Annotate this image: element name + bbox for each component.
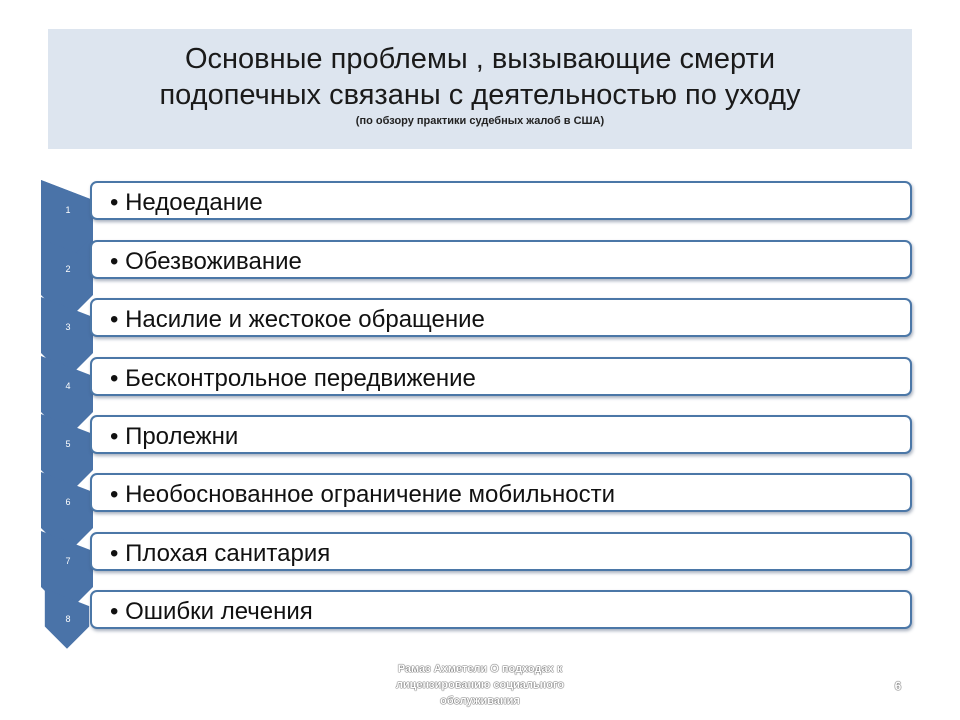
item-label: • Плохая санитария — [110, 540, 331, 567]
item-bar — [90, 590, 912, 629]
chevron-arrow-icon — [41, 589, 93, 659]
item-bar — [90, 473, 912, 512]
list-item — [0, 239, 960, 297]
list-item — [0, 414, 960, 472]
slide-title-line-2: подопечных связаны с деятельностью по уходу — [159, 79, 801, 111]
item-number: 1 — [65, 205, 71, 215]
list-item — [0, 589, 960, 647]
item-bar — [90, 415, 912, 454]
item-label: • Обезвоживание — [110, 248, 302, 275]
footer-line: лицензированию социального — [395, 679, 565, 691]
item-bar — [90, 298, 912, 337]
item-number: 2 — [65, 264, 71, 274]
item-number: 8 — [65, 614, 71, 624]
footer-line: Рамаз Ахметели О подходах к — [397, 663, 563, 675]
item-bar — [90, 181, 912, 220]
list-item — [0, 531, 960, 589]
item-number: 6 — [65, 497, 71, 507]
item-number: 7 — [65, 556, 71, 566]
list-item — [0, 472, 960, 530]
item-bar — [90, 532, 912, 571]
footer-line: обслуживания — [440, 695, 520, 707]
slide-subtitle: (по обзору практики судебных жалоб в США) — [355, 115, 605, 127]
list-item — [0, 297, 960, 355]
list-item — [0, 180, 960, 238]
slide-title-line-1: Основные проблемы , вызывающие смерти — [184, 43, 776, 75]
item-label: • Необоснованное ограничение мобильности — [110, 481, 615, 508]
item-label: • Бесконтрольное передвижение — [110, 365, 476, 392]
item-label: • Ошибки лечения — [110, 598, 313, 625]
page-number: 6 — [894, 679, 902, 693]
item-number: 3 — [65, 322, 71, 332]
item-bar — [90, 357, 912, 396]
item-label: • Насилие и жестокое обращение — [110, 306, 485, 333]
item-label: • Пролежни — [110, 423, 239, 450]
item-label: • Недоедание — [110, 189, 263, 216]
footer-author — [365, 661, 595, 709]
item-number: 5 — [65, 439, 71, 449]
item-number: 4 — [65, 381, 71, 391]
list-item — [0, 356, 960, 414]
item-bar — [90, 240, 912, 279]
